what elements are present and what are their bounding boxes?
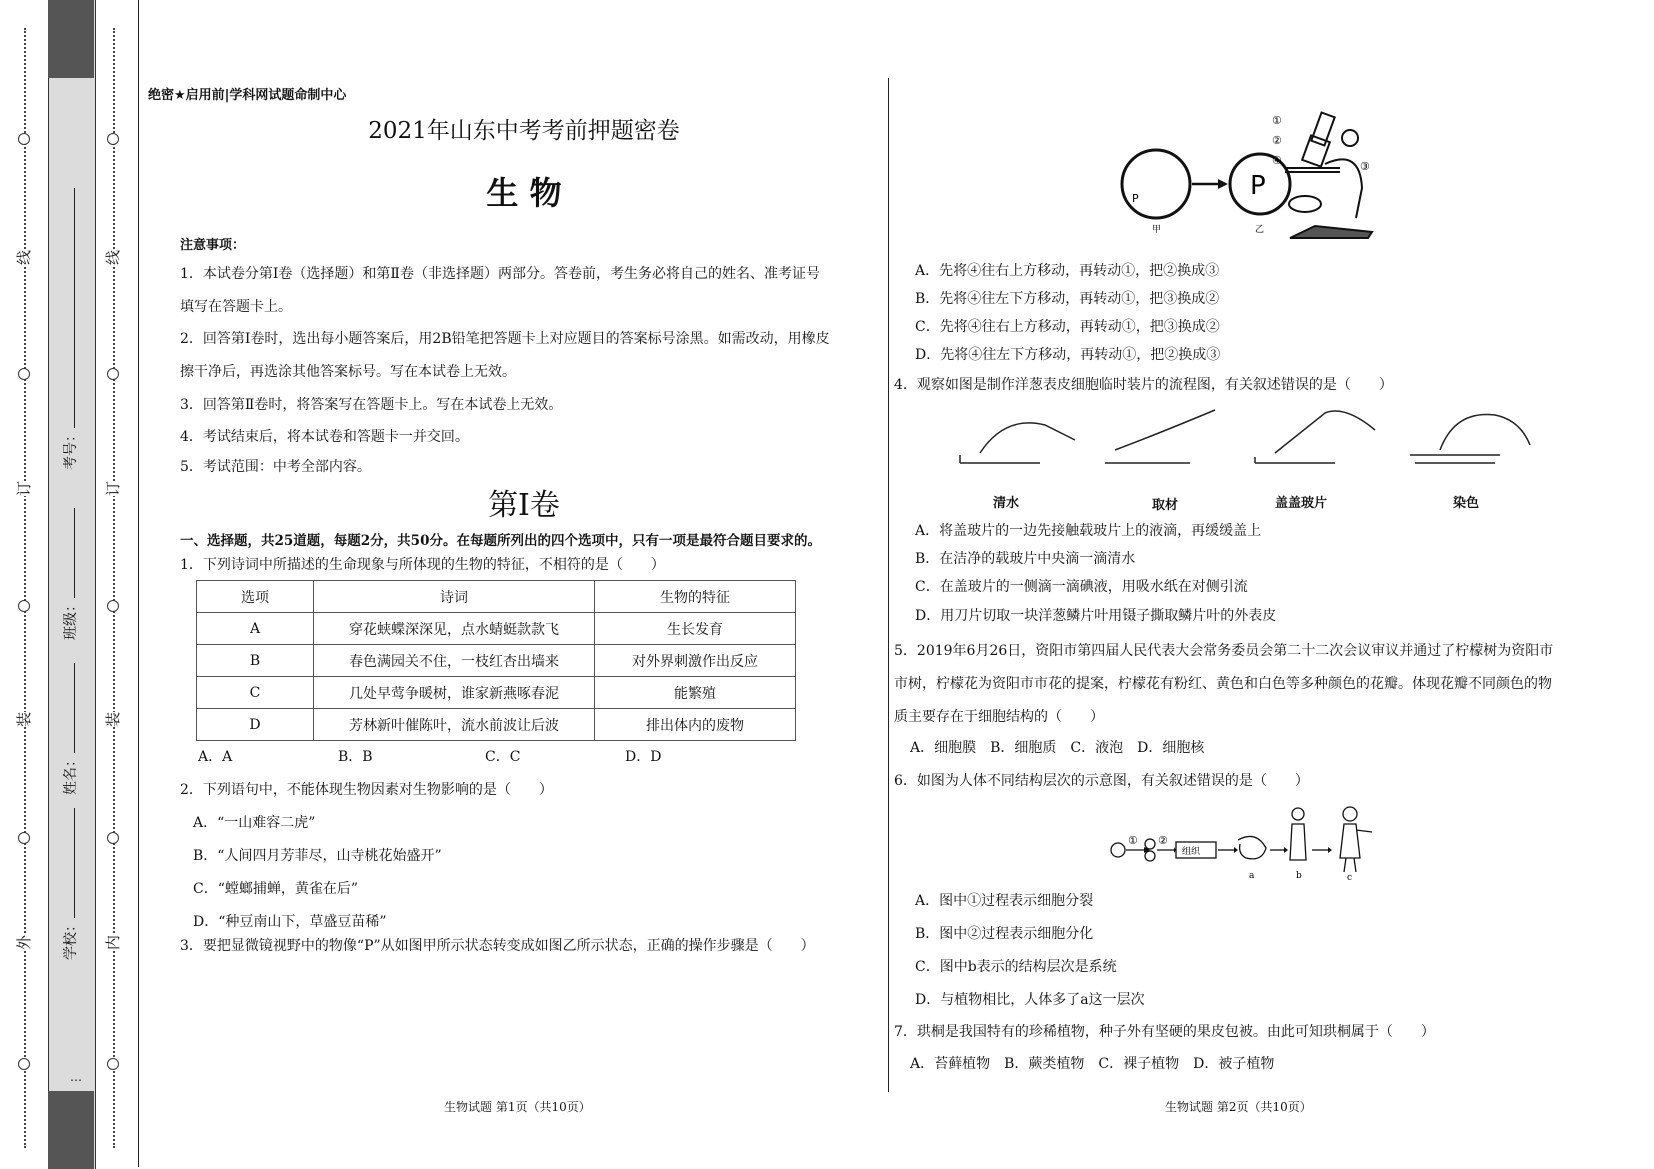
q5-line: 质主要存在于细胞结构的（ ）: [894, 709, 1104, 725]
q6-option-d: D．与植物相比，人体多了a这一层次: [915, 992, 1145, 1008]
binding-circle: [18, 368, 30, 380]
subject-title: 生 物: [486, 174, 562, 212]
q3-option-c: C．先将④往右上方移动，再转动①，把③换成②: [915, 319, 1220, 335]
fig-num-2: ②: [1272, 134, 1282, 147]
field-of-view-a: [1122, 150, 1190, 218]
fig-label-b: b: [1296, 871, 1302, 881]
hand-forceps-2: [1115, 410, 1215, 450]
inner-char: 订: [104, 480, 123, 497]
fig-num-1: ①: [1272, 114, 1282, 127]
q5-options: A．细胞膜 B．细胞质 C．液泡 D．细胞核: [910, 740, 1205, 756]
outer-char: 订: [15, 480, 34, 497]
table-cell: 生长发育: [595, 613, 796, 645]
q3-option-b: B．先将④往左下方移动，再转动①，把③换成②: [915, 291, 1220, 307]
q1-option-d: D．D: [625, 749, 662, 765]
inner-char: 线: [104, 249, 123, 266]
q4-stem: 4．观察如图是制作洋葱表皮细胞临时装片的流程图，有关叙述错误的是（ ）: [894, 377, 1393, 393]
outer-char: 线: [15, 249, 34, 266]
table-row: [197, 645, 796, 677]
notice-item: 3．回答第Ⅱ卷时，将答案写在答题卡上。写在本试卷上无效。: [180, 397, 563, 413]
table-cell: B: [197, 645, 314, 677]
q3-microscope-figure: [1110, 108, 1380, 246]
binding-circle: [18, 832, 30, 844]
table-cell: 对外界刺激作出反应: [595, 645, 796, 677]
q1-option-b: B．B: [338, 749, 373, 765]
table-header-cell: 诗词: [314, 581, 595, 613]
binding-circle: [107, 368, 119, 380]
q4-option-d: D．用刀片切取一块洋葱鳞片叶用镊子撕取鳞片叶的外表皮: [915, 608, 1277, 624]
inner-char: 内: [104, 934, 123, 951]
table-cell: A: [197, 613, 314, 645]
q6-option-b: B．图中②过程表示细胞分化: [915, 926, 1094, 942]
hand-stain-4: [1440, 414, 1530, 450]
q5-line: 市树，柠檬花为资阳市市花的提案，柠檬花有粉红、黄色和白色等多种颜色的花瓣。体现花瓣不同颜色的物: [894, 676, 1552, 692]
inner-char: 装: [104, 711, 123, 728]
binding-ellipsis: …: [70, 1070, 82, 1084]
table-row: [197, 709, 796, 741]
binding-circle: [107, 600, 119, 612]
q7-stem: 7．珙桐是我国特有的珍稀植物，种子外有坚硬的果皮包被。由此可知珙桐属于（ ）: [894, 1024, 1435, 1040]
page2-footer: 生物试题 第2页（共10页）: [1165, 1100, 1312, 1114]
notice-item: 填写在答题卡上。: [180, 299, 292, 315]
caption-water: 清水: [993, 496, 1020, 511]
fig-label-a: a: [1249, 871, 1255, 881]
school-field[interactable]: 学校：: [60, 808, 80, 960]
part1-title: 第Ⅰ卷: [488, 488, 560, 523]
q4-option-c: C．在盖玻片的一侧滴一滴碘液，用吸水纸在对侧引流: [915, 579, 1248, 595]
q1-option-a: A．A: [198, 749, 233, 765]
table-header-cell: 选项: [197, 581, 314, 613]
notice-item: 5．考试范围：中考全部内容。: [180, 459, 371, 475]
table-header-row: [197, 581, 796, 613]
fig-label-yi: 乙: [1255, 225, 1265, 235]
cell-icon: [1111, 843, 1125, 857]
q6-option-a: A．图中①过程表示细胞分裂: [915, 893, 1094, 909]
binding-circle: [107, 1058, 119, 1070]
fig-step-2: ②: [1158, 834, 1168, 847]
binding-circle: [18, 1058, 30, 1070]
hand-cover-3: [1275, 411, 1375, 453]
q4-option-b: B．在洁净的载玻片中央滴一滴清水: [915, 551, 1136, 567]
table-row: [197, 613, 796, 645]
q4-option-a: A．将盖玻片的一边先接触载玻片上的液滴，再缓缓盖上: [915, 523, 1262, 539]
name-field[interactable]: 姓名：: [60, 663, 80, 795]
q2-option-c: C．“螳螂捕蝉，黄雀在后”: [193, 881, 359, 897]
q2-option-b: B．“人间四月芳菲尽，山寺桃花始盛开”: [193, 848, 442, 864]
notice-item: 擦干净后，再选涂其他答案标号。写在本试卷上无效。: [180, 364, 516, 380]
binding-strip-top: [48, 0, 94, 78]
page1-footer: 生物试题 第1页（共10页）: [444, 1100, 591, 1114]
table-cell: C: [197, 677, 314, 709]
q5-line: 5．2019年6月26日，资阳市第四届人民代表大会常务委员会第二十二次会议审议并通过了柠檬树为资阳市: [894, 643, 1554, 659]
table-cell: 春色满园关不住，一枝红杏出墙来: [314, 645, 595, 677]
exam-title: 2021年山东中考考前押题密卷: [368, 118, 680, 144]
q3-stem: 3．要把显微镜视野中的物像“P”从如图甲所示状态转变成如图乙所示状态，正确的操作步骤是（ ）: [180, 938, 815, 954]
slide-1: [960, 455, 1040, 463]
notice-item: 2．回答第Ⅰ卷时，选出每小题答案后，用2B铅笔把答题卡上对应题目的答案标号涂黑。如需改动，用橡皮: [180, 331, 830, 347]
caption-stain: 染色: [1453, 496, 1480, 511]
table-cell: 几处早莺争暖树，谁家新燕啄春泥: [314, 677, 595, 709]
exam-number-field[interactable]: 考号：: [60, 188, 80, 470]
q1-option-c: C．C: [485, 749, 521, 765]
fig-label-jia: 甲: [1152, 225, 1162, 235]
binding-circle: [107, 832, 119, 844]
caption-cover: 盖盖玻片: [1275, 496, 1328, 511]
fig-num-4: ④: [1272, 154, 1282, 167]
q6-structure-figure: [1106, 800, 1396, 882]
hand-dropper-1: [980, 423, 1075, 453]
section-instruction: 一、选择题，共25道题，每题2分，共50分。在每题所列出的四个选项中，只有一项是最符合题目要求的。: [180, 533, 821, 549]
q7-options: A．苔藓植物 B．蕨类植物 C．裸子植物 D．被子植物: [910, 1056, 1275, 1072]
table-cell: 排出体内的废物: [595, 709, 796, 741]
caption-sample: 取材: [1152, 498, 1179, 513]
system-icon: [1292, 808, 1304, 820]
table-header-cell: 生物的特征: [595, 581, 796, 613]
outer-char: 外: [15, 934, 34, 951]
arrow-head: [1218, 179, 1228, 189]
table-cell: D: [197, 709, 314, 741]
fig-step-1: ①: [1128, 834, 1138, 847]
microscope-icon: [1285, 113, 1372, 238]
body-icon: [1343, 807, 1357, 821]
notice-item: 4．考试结束后，将本试卷和答题卡一并交回。: [180, 429, 469, 445]
table-cell: 穿花蛱蝶深深见，点水蜻蜓款款飞: [314, 613, 595, 645]
q2-stem: 2．下列语句中，不能体现生物因素对生物影响的是（ ）: [180, 782, 553, 798]
binding-circle: [18, 600, 30, 612]
fig-letter-p-large: P: [1250, 171, 1266, 201]
fig-tissue-label: 组织: [1182, 847, 1201, 857]
stomach-icon: [1238, 836, 1266, 858]
slide-4: [1410, 455, 1500, 463]
confidential-note: 绝密★启用前|学科网试题命制中心: [148, 88, 347, 103]
q4-procedure-figure: [955, 405, 1535, 477]
q2-option-a: A．“一山难容二虎”: [193, 815, 316, 831]
binding-strip-bottom: [48, 1091, 94, 1169]
outer-char: 装: [15, 711, 34, 728]
notice-heading: 注意事项：: [180, 238, 246, 253]
fig-label-c: c: [1347, 873, 1353, 882]
table-row: [197, 677, 796, 709]
fig-letter-p-small: P: [1132, 192, 1139, 205]
q2-option-d: D．“种豆南山下，草盛豆苗稀”: [193, 914, 387, 930]
q1-table: [196, 580, 796, 741]
q3-option-a: A．先将④往右上方移动，再转动①，把②换成③: [915, 263, 1220, 279]
table-cell: 芳林新叶催陈叶，流水前波让后波: [314, 709, 595, 741]
q6-option-c: C．图中b表示的结构层次是系统: [915, 959, 1117, 975]
q1-stem: 1．下列诗词中所描述的生命现象与所体现的生物的特征，不相符的是（ ）: [180, 557, 665, 573]
q6-stem: 6．如图为人体不同结构层次的示意图，有关叙述错误的是（ ）: [894, 773, 1309, 789]
slide-3: [1255, 457, 1335, 463]
table-cell: 能繁殖: [595, 677, 796, 709]
q3-option-d: D．先将④往左下方移动，再转动①，把②换成③: [915, 347, 1221, 363]
fig-num-3: ③: [1360, 160, 1370, 173]
notice-item: 1．本试卷分第Ⅰ卷（选择题）和第Ⅱ卷（非选择题）两部分。答卷前，考生务必将自己的姓名、准考证号: [180, 266, 820, 282]
column-divider: [888, 78, 889, 1092]
class-field[interactable]: 班级：: [60, 508, 80, 640]
